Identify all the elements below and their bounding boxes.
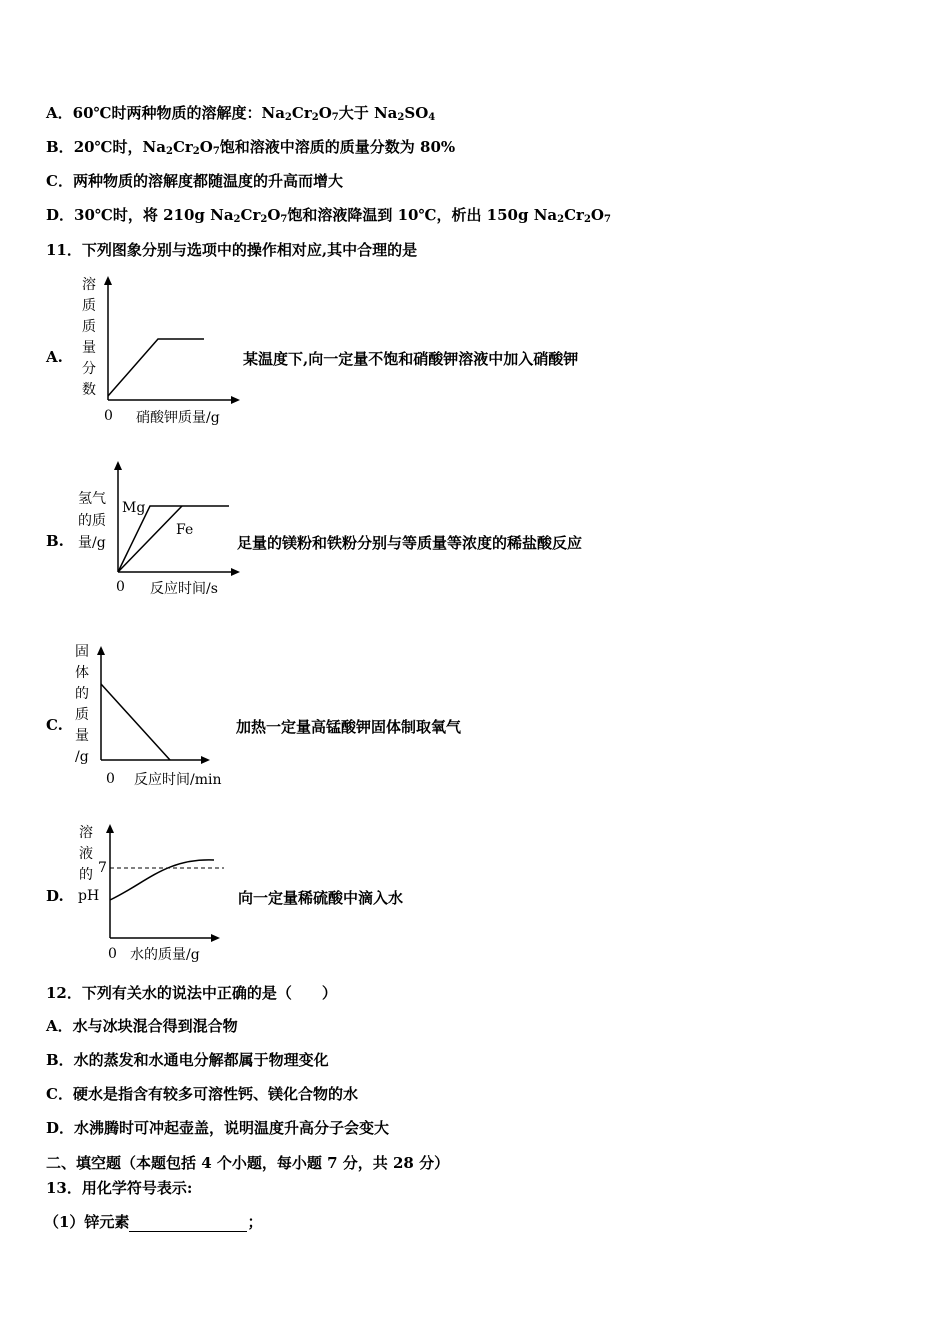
- q11-c-graph: [72, 640, 242, 795]
- q10-option-a: [46, 103, 435, 128]
- origin-label: 0: [104, 408, 113, 424]
- ylabel-char: 体: [75, 665, 89, 681]
- subscript: 2: [311, 112, 319, 123]
- q11-b-graph: [76, 455, 246, 600]
- curve: [110, 860, 214, 900]
- series-label-mg: Mg: [122, 500, 146, 516]
- ylabel-char: 的: [79, 867, 93, 883]
- text: Cr: [240, 206, 261, 224]
- x-axis-arrow: [201, 756, 210, 764]
- ylabel-char: 质: [75, 707, 89, 723]
- q11-stem: 11．下列图象分别与选项中的操作相对应,其中合理的是: [46, 241, 418, 259]
- q11-d-label: D.: [46, 887, 64, 905]
- text: 饱和溶液降温到 10℃，析出 150g Na: [287, 206, 558, 224]
- subscript: 2: [284, 112, 292, 123]
- ylabel-line: 的质: [78, 513, 106, 529]
- y-axis-arrow: [104, 276, 112, 285]
- q13-item-1: [44, 1212, 262, 1232]
- subscript: 2: [557, 214, 565, 225]
- text: O: [590, 206, 604, 224]
- q12-option-d: D．水沸腾时可冲起壶盖，说明温度升高分子会变大: [46, 1119, 390, 1137]
- y-axis-arrow: [97, 646, 105, 655]
- q10-option-d: [46, 205, 611, 230]
- text: 两种物质的溶解度都随温度的升高而增大: [72, 172, 343, 190]
- q11-a-label: A.: [46, 348, 63, 366]
- q11-d-desc: 向一定量稀硫酸中滴入水: [238, 889, 404, 907]
- q10-option-b: [46, 137, 455, 162]
- subscript: 7: [331, 112, 339, 123]
- subscript: 2: [583, 214, 591, 225]
- ylabel-char: 量: [82, 340, 96, 356]
- q10-option-c: [46, 171, 343, 191]
- text: O: [199, 138, 213, 156]
- origin-label: 0: [106, 771, 115, 787]
- q11-d-graph: [76, 818, 246, 968]
- ylabel-char: 液: [79, 846, 93, 862]
- x-axis-arrow: [211, 934, 220, 942]
- text: O: [318, 104, 332, 122]
- text: O: [267, 206, 281, 224]
- text: Cr: [291, 104, 312, 122]
- ylabel-char: pH: [78, 888, 100, 904]
- ylabel-line: 量/g: [78, 535, 106, 551]
- x-axis-arrow: [231, 396, 240, 404]
- origin-label: 0: [116, 579, 125, 595]
- text: SO: [404, 104, 429, 122]
- section-heading: 二、填空题（本题包括 4 个小题，每小题 7 分，共 28 分）: [46, 1154, 450, 1172]
- q11-c-desc: 加热一定量高锰酸钾固体制取氧气: [236, 718, 462, 736]
- subscript: 7: [603, 214, 611, 225]
- subscript: 2: [260, 214, 268, 225]
- ylabel-char: 质: [82, 319, 96, 335]
- q11-a-graph: [76, 270, 246, 430]
- answer-blank[interactable]: [129, 1215, 247, 1232]
- ylabel-char: /g: [75, 749, 89, 765]
- text: 20℃时，Na: [73, 138, 166, 156]
- q12-stem: 12．下列有关水的说法中正确的是（ ）: [46, 984, 337, 1002]
- q11-c-label: C.: [46, 716, 63, 734]
- item-end: ；: [247, 1213, 263, 1231]
- subscript: 2: [233, 214, 241, 225]
- ylabel-char: 溶: [82, 277, 96, 293]
- ylabel-char: 量: [75, 728, 89, 744]
- text: 饱和溶液中溶质的质量分数为 80%: [219, 138, 456, 156]
- ylabel-line: 氢气: [78, 491, 106, 507]
- ylabel-char: 溶: [79, 825, 93, 841]
- xlabel: 水的质量/g: [130, 947, 200, 963]
- text: Cr: [172, 138, 193, 156]
- option-label: D．: [46, 206, 75, 224]
- subscript: 7: [280, 214, 288, 225]
- subscript: 2: [192, 146, 200, 157]
- xlabel: 反应时间/min: [134, 772, 222, 788]
- text: Cr: [564, 206, 584, 224]
- x-axis-arrow: [231, 568, 240, 576]
- subscript: 4: [428, 112, 436, 123]
- q11-b-desc: 足量的镁粉和铁粉分别与等质量等浓度的稀盐酸反应: [237, 534, 583, 552]
- subscript: 2: [165, 146, 173, 157]
- text: 30℃时，将 210g Na: [74, 206, 234, 224]
- q13-stem: 13．用化学符号表示:: [46, 1179, 193, 1197]
- origin-label: 0: [108, 946, 117, 962]
- ylabel-char: 分: [82, 361, 96, 377]
- ylabel-char: 数: [82, 382, 96, 398]
- option-label: A．: [46, 104, 73, 122]
- text: 60℃时两种物质的溶解度：Na: [72, 104, 285, 122]
- q11-a-desc: 某温度下,向一定量不饱和硝酸钾溶液中加入硝酸钾: [243, 350, 579, 368]
- y-axis-arrow: [106, 824, 114, 833]
- q12-option-a: A．水与冰块混合得到混合物: [46, 1017, 238, 1035]
- option-label: C．: [46, 172, 73, 190]
- xlabel: 硝酸钾质量/g: [136, 410, 220, 426]
- q12-option-b: B．水的蒸发和水通电分解都属于物理变化: [46, 1051, 329, 1069]
- q12-option-c: C．硬水是指含有较多可溶性钙、镁化合物的水: [46, 1085, 358, 1103]
- y-axis-arrow: [114, 461, 122, 470]
- tick-label-7: 7: [98, 860, 107, 876]
- item-text: （1）锌元素: [44, 1213, 130, 1231]
- ylabel-char: 的: [75, 686, 89, 702]
- text: 大于 Na: [338, 104, 398, 122]
- subscript: 7: [212, 146, 220, 157]
- curve: [108, 339, 204, 396]
- q11-b-label: B.: [46, 532, 64, 550]
- ylabel-char: 质: [82, 298, 96, 314]
- curve: [101, 684, 170, 760]
- xlabel: 反应时间/s: [150, 581, 218, 597]
- subscript: 2: [397, 112, 405, 123]
- option-label: B．: [46, 138, 74, 156]
- series-label-fe: Fe: [176, 522, 194, 538]
- ylabel-char: 固: [75, 644, 89, 660]
